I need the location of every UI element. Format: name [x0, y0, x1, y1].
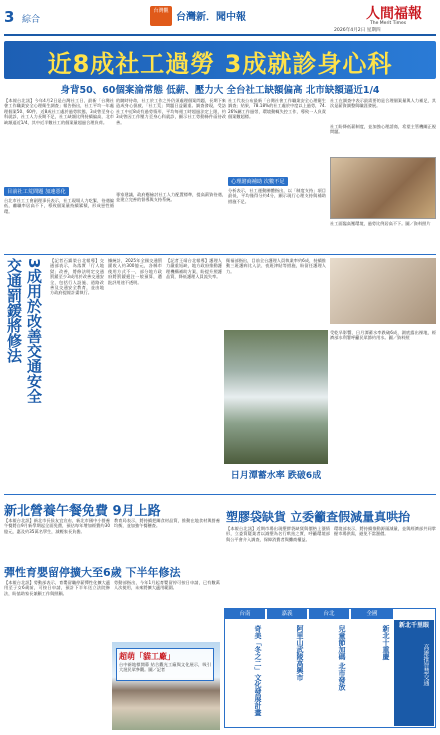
parental-leave-headline: 彈性育嬰留停擴大至6歲 下半年修法	[4, 566, 181, 579]
social-worker-photo	[330, 157, 436, 219]
local-header: 嘉義	[267, 609, 307, 619]
local-column	[351, 621, 393, 725]
local-column	[267, 621, 307, 725]
waterfall-title: 日月潭蓄水率 跌破6成	[230, 471, 322, 481]
article-text: 分析表示，社工運動團體指出，以「制度支持」項目最低，平均僅得分約4分，顯示現行心理支持與補助措施不足。	[228, 188, 326, 204]
photo-caption: 社工面臨高壓環境，過勞比例居高不下。圖／資料照片	[330, 221, 431, 226]
local-header: 全國	[351, 609, 393, 619]
headline: 近8成社工過勞 3成就診身心科	[47, 50, 393, 78]
local-column	[225, 621, 265, 725]
nurse-article-text: 【記者王靖台北報導】護理人力嚴重短缺，地方政府推動護理機構補助方案，盼提升照護品質，降低護理人員流失率。	[166, 258, 222, 280]
lunch-article-text: 【本報台北訊】新北市長侯友宜宣布，新北市國中小營養午餐將自9月新學期起全面免費，預估每年增加經費約30億元，惠及約35萬名學生，減輕家長負擔。	[4, 518, 110, 534]
ribbon-tag: 台灣觀	[150, 6, 172, 26]
local-column	[309, 621, 349, 725]
waterfall-photo	[224, 330, 328, 464]
cat-factory-photo	[112, 642, 220, 730]
article-text: 台北市社工工會副理事長表示，社工現場人力吃緊，待遇偏低，離職率居高不下，導致個案量持續累積，形成惡性循環。	[4, 198, 114, 214]
local-headline: 新北十重慶	[382, 625, 390, 660]
local-header: 台北	[309, 609, 349, 619]
article-subhead: 心理諮商補助 次數不足	[228, 177, 288, 186]
article-col-3	[228, 98, 326, 256]
traffic-article-text: 【記者石鎮榮台北報導】交通部表示，為落實「行人地獄」改善，將修法明定交通罰鍰至少3成用於改善交通安全，包括行人設施、道路改善及交通安全教育，並由地方政府提報計畫執行。	[50, 258, 104, 296]
cat-factory-caption-box	[116, 648, 214, 681]
article-text: 【本報台北訊】今年4月2日是台灣社工日，最新「台灣社會工作職業安全心理衛生調查」報告指出，社工平均一年處理個案50、60件，近8成社工處於過勞狀態，3成曾至身心科就診，社工人力長期不足，社工缺額比例持續偏高，北市缺額逼近1/4，其中近半數社工的個案量超過合理負荷。	[4, 98, 114, 125]
plastic-article-text: 【本報台北訊】近期市場出現塑膠袋缺貨與價格上漲情形，立委質疑業者以減塑為名行哄抬之實，呼籲環境部與公平會介入調查，保障消費者與攤商權益。	[226, 526, 330, 542]
leave-article-text: 【本報台北訊】勞動部表示，育嬰留職停薪彈性化擴大適用至子女6歲前，可按日申請，預計下半年送立法院修法，盼協助家長兼顧工作與照顧。	[4, 580, 110, 596]
new-taipei-text: 高雄推智慧交通	[422, 644, 429, 686]
new-taipei-title: 新北千里眼	[398, 622, 429, 629]
page-number: 3	[4, 8, 15, 26]
lunch-article-text-2: 教育局表示，將持續把關食材品質，推動在地食材與營養均衡，並加強午餐稽查。	[114, 518, 220, 529]
traffic-headline	[4, 258, 48, 486]
headline-banner	[4, 41, 436, 79]
article-col-2	[116, 98, 226, 256]
nurse-photo	[330, 258, 436, 324]
section-divider	[4, 494, 436, 495]
local-headline: 阿里山武陵高興市	[296, 625, 304, 681]
plastic-article-text-2: 環境部表示，將持續推動源頭減量，並與經濟部共同掌握市場供需，避免不當漲價。	[334, 526, 436, 537]
local-headline: 奇美「冬之二」文化發展計畫	[254, 625, 262, 716]
section-divider	[4, 254, 436, 255]
traffic-title-2: 3成用於改善交通安全	[25, 258, 43, 404]
leave-article-text-2: 勞動部指出，今年1月起育嬰留停可按日申請，已有數萬人次使用，未來將擴大適用範圍。	[114, 580, 220, 591]
subheadline: 身背50、60個案淪常態 低薪、壓力大 全台社工缺額偏高 北市缺額逼近1/4	[60, 85, 380, 96]
nurse-article-text-2: 衛福部指出，目前全台護理人員執業率約6成，持續推動三班護病比入法、夜班津貼等措施，盼留任護理人力。	[226, 258, 326, 274]
issue-date: 2026年4月2日 星期四	[334, 28, 381, 33]
article-text: 社工在調查中表示最需要的是合理個案量與人力補足，其次是薪資調整與職涯發展。	[330, 98, 436, 109]
new-taipei-box	[394, 620, 434, 726]
newspaper-logo: 人間福報	[366, 6, 422, 22]
article-col-1	[4, 98, 114, 256]
waterfall-caption: 受乾旱影響，日月潭蓄水率跌破6成，湖底露出裸地，經濟部水利署呼籲民眾節約用水。圖／資料照	[330, 330, 436, 341]
plastic-headline: 塑膠袋缺貨 立委籲查假減量真哄抬	[226, 510, 411, 524]
section-label: 綜合	[22, 15, 41, 25]
cat-factory-title: 超萌「貓工廠」	[119, 652, 175, 661]
traffic-article-text-2: 據統計，2025年全國交通罰鍰收入約300億元，各縣市使用方式不一，部分地方政府將罰鍰挹注一般預算，遭批評用途不透明。	[108, 258, 162, 285]
page-header	[0, 0, 440, 34]
article-text: 專家建議，政府應檢討社工人力配置標準，提高薪資待遇，並建立完善的督導與支持系統。	[116, 192, 226, 203]
newspaper-logo-sub: The Merit Times	[370, 21, 407, 26]
article-subhead: 目前社工荒問題 加速惡化	[4, 187, 69, 196]
header-divider	[4, 34, 436, 36]
article-text: 社工盼降低薪制度，並加強心理諮商，希望主管機關正視問題。	[330, 124, 436, 135]
local-header: 台南	[225, 609, 265, 619]
lunch-headline: 新北營養午餐免費 9月上路	[4, 504, 161, 519]
article-col-4	[330, 98, 436, 154]
local-headline: 兒童節加碼 北市發放	[338, 625, 346, 691]
article-text: 社工代表公布最新「台灣社會工作職業安全心理衛生調查」結果，78.18%的社工處於中度以上過勞，74.26%屬工作過勞，環境動輒失控工作，導致一人負責個案數超標。	[228, 98, 326, 120]
middle-title: 台灣新．聞中報	[176, 12, 246, 23]
article-text: 的隨時待命，社工於工作之外仍須處理個案問題，長期下來造成身心俱疲，「社工荒」問題日益嚴重。調查發現，受訪社工中近8成有過勞情形，平均每週工時超過法定上限，約3成曾因工作壓力至身心科就診，顯示社工勞動條件亟待改善。	[116, 98, 226, 125]
traffic-title-1: 交通罰鍰將修法	[5, 258, 23, 363]
cat-factory-text: 台中新地標開幕 結合觀光工廠與文化展示，吸引大批民眾參觀。圖／記者	[119, 662, 211, 673]
